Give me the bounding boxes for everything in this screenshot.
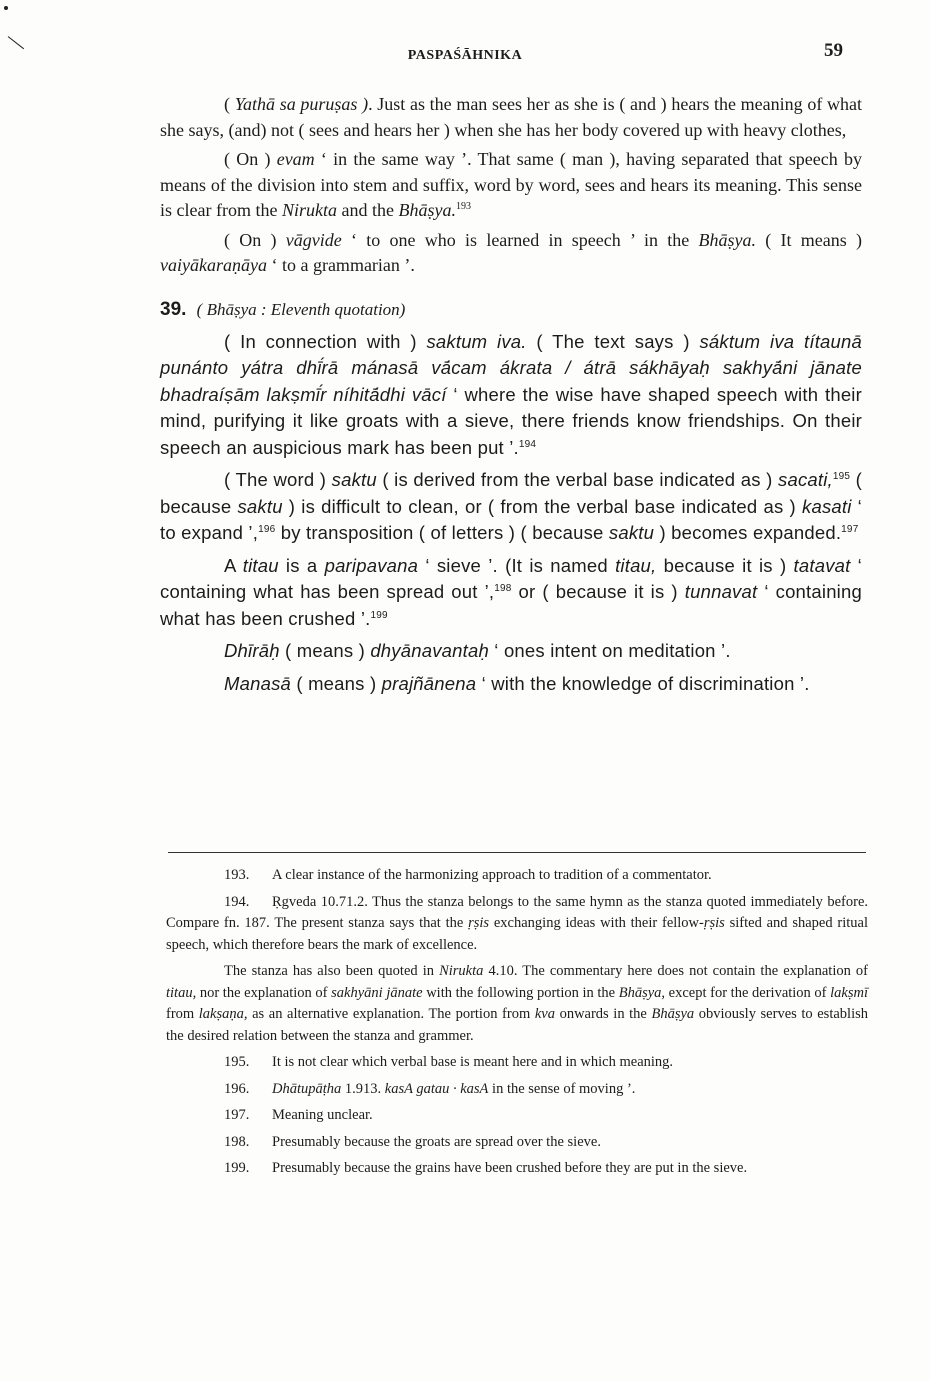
text-run: A clear instance of the harmonizing approach to tradition of a commentator.: [272, 867, 712, 883]
italic-term: sakhyāni jānate: [331, 984, 423, 1001]
footnote-continuation: [166, 961, 868, 1047]
footnote-number: 194.: [224, 893, 250, 910]
italic-term: titau,: [166, 984, 197, 1001]
italic-term: Bhāṣya,: [618, 984, 666, 1001]
paragraph: [160, 638, 862, 665]
italic-term: saktum iva.: [426, 330, 527, 352]
text-run: ( The word ): [224, 469, 332, 490]
text-run: ‘ where the wise have shaped speech with their mind, purifying it like groats with a sieve, there friends know friendships. On their speech an auspicious mark has been put ’.: [160, 383, 862, 458]
italic-term: saktu: [331, 469, 377, 490]
italic-term: prajñānena: [381, 672, 477, 694]
italic-term: titau,: [615, 554, 657, 576]
text-run: ( is derived from the verbal base indicated as ): [376, 469, 778, 490]
paragraph: [160, 671, 862, 698]
text-run: except for the derivation of: [665, 984, 831, 1001]
footnote-number: 196.: [224, 1080, 250, 1097]
text-run: Ṛgveda 10.71.2. Thus the stanza belongs to the same hymn as the stanza quoted immediately before. Compare fn. 187. The present stanza says that the: [166, 893, 868, 931]
scan-speck: [4, 6, 8, 10]
text-run: sifted and shaped ritual speech, which therefore bears the mark of excellence.: [166, 915, 868, 953]
footnote-ref: 196: [258, 523, 276, 535]
italic-term: sacati,: [778, 469, 833, 490]
section-heading: [160, 299, 862, 321]
footnote-text: [166, 894, 868, 953]
main-text: [160, 92, 862, 697]
text-run: ( means ): [279, 640, 371, 661]
italic-term: lakṣmī: [830, 984, 869, 1001]
paragraph: [160, 329, 862, 462]
italic-term: Dhīrāḥ: [224, 640, 280, 661]
text-run: ‘ sieve ’. (It is named: [418, 554, 616, 576]
italic-term: vāgvide: [285, 229, 342, 250]
footnotes: [166, 865, 868, 1185]
footnote: [166, 1105, 868, 1127]
italic-term: evam: [276, 149, 315, 169]
footnote-text: [272, 1160, 747, 1176]
italic-term: Bhāṣya.: [398, 200, 456, 220]
text-run: with the following portion in the: [422, 984, 619, 1001]
text-run: Presumably because the groats are spread over the sieve.: [272, 1133, 601, 1150]
text-run: ) becomes expanded.: [654, 522, 842, 543]
footnote-text: [272, 867, 712, 883]
text-run: ( On ): [224, 149, 277, 169]
text-run: by transposition ( of letters ) ( because: [275, 522, 609, 543]
footnote-divider: [168, 852, 866, 853]
footnote-number: 198.: [224, 1133, 250, 1150]
italic-term: Nirukta: [439, 963, 484, 979]
footnote-ref: 195: [832, 470, 851, 482]
text-run: because it is ): [656, 554, 794, 576]
italic-term: Bhāṣya.: [698, 229, 756, 250]
text-run: ‘ in the same way ’. That same ( man ), having separated that speech by means of the division into stem and suffix, word by word, sees and hears its meaning. This sense is clear from the: [160, 149, 862, 220]
text-run: exchanging ideas with their fellow-: [489, 915, 704, 931]
footnote: [166, 865, 868, 887]
footnote-ref: 198: [494, 582, 512, 594]
page-number: 59: [824, 40, 843, 61]
italic-term: titau: [242, 554, 279, 576]
italic-term: Bhāṣya: [651, 1006, 695, 1022]
footnote-text: [272, 1054, 673, 1070]
paragraph: [160, 92, 862, 143]
paragraph: [160, 147, 862, 224]
footnote-number: 195.: [224, 1054, 250, 1070]
text-run: Presumably because the grains have been crushed before they are put in the sieve.: [272, 1160, 748, 1176]
italic-term: kasati: [802, 495, 852, 517]
text-run: from: [166, 1006, 199, 1022]
text-run: ( It means ): [755, 229, 863, 250]
text-run: The stanza has also been quoted in: [224, 963, 440, 979]
footnote: [166, 1052, 868, 1074]
footnote-text: [272, 1107, 373, 1123]
text-run: A: [224, 554, 243, 576]
italic-term: ṛṣis: [703, 915, 725, 931]
text-run: in the sense of moving ’.: [488, 1080, 636, 1097]
text-run: ‘ to expand ’,: [160, 495, 862, 543]
text-run: 4.10. The commentary here does not contain the explanation of: [483, 963, 868, 979]
footnote: [166, 892, 868, 957]
text-run: ‘ containing what has been crushed ’.: [160, 581, 862, 629]
italic-term: saktu: [237, 495, 283, 517]
footnote-number: 199.: [224, 1160, 250, 1176]
text-run: onwards in the: [554, 1006, 652, 1022]
text-run: is a: [278, 554, 325, 576]
text-run: (: [224, 94, 235, 114]
footnote-text: [272, 1134, 601, 1150]
paragraph: [160, 553, 862, 633]
text-run: ) is difficult to clean, or ( from the verbal base indicated as ): [282, 495, 803, 517]
footnote-ref: 194: [518, 438, 537, 450]
paragraph: [160, 467, 862, 547]
text-run: ( On ): [224, 229, 286, 250]
text-run: ‘ ones intent on meditation ’.: [488, 640, 731, 661]
text-run: as an alternative explanation. The portion from: [247, 1006, 535, 1022]
italic-term: Dhātupāṭha: [272, 1080, 342, 1097]
footnote-ref: 197: [841, 523, 859, 535]
text-run: and the: [336, 200, 399, 220]
text-run: ‘ to a grammarian ’.: [266, 255, 415, 275]
italic-term: dhyānavantaḥ: [370, 640, 489, 661]
text-run: or ( because it is ): [511, 581, 685, 602]
text-run: ( because: [160, 469, 863, 517]
text-run: ‘ to one who is learned in speech ’ in the: [341, 229, 699, 250]
footnote-ref: 193: [455, 201, 471, 212]
footnote-number: 197.: [224, 1107, 250, 1123]
italic-term: paripavana: [324, 554, 419, 576]
italic-term: tunnavat: [684, 581, 758, 602]
text-run: 1.913.: [341, 1080, 385, 1097]
italic-term: saktu: [608, 522, 655, 543]
text-run: It is not clear which verbal base is meant here and in which meaning.: [272, 1054, 674, 1070]
paragraph: [160, 228, 862, 279]
italic-term: Manasā: [224, 672, 292, 694]
footnote: [166, 1079, 868, 1101]
italic-term: sáktum iva títaunā punánto yátra dhī́rā mánasā vā́cam ákrata / átrā sákhāyaḥ sakhyā́ni jānate bhadraíṣām lakṣmī́r níhitā́dhi vācí: [160, 330, 862, 405]
text-run: ‘ with the knowledge of discrimination ’.: [476, 672, 810, 694]
footnote-number: 193.: [224, 867, 250, 883]
footnote: [166, 1132, 868, 1154]
running-header: PASPAŚĀHNIKA: [407, 48, 523, 63]
text-run: ‘ containing what has been spread out ’,: [160, 554, 862, 602]
section-title: ( Bhāṣya : Eleventh quotation): [196, 299, 406, 319]
italic-term: tatavat: [793, 554, 851, 576]
footnote-ref: 199: [370, 609, 388, 621]
footnote: [166, 1158, 868, 1180]
italic-term: kasA gatau · kasA: [384, 1080, 489, 1097]
text-run: nor the explanation of: [196, 984, 332, 1001]
text-run: ( The text says ): [526, 330, 700, 352]
footnote-text: [166, 963, 868, 1044]
text-run: Meaning unclear.: [272, 1107, 373, 1123]
italic-term: vaiyākaraṇāya: [160, 255, 267, 275]
italic-term: Yathā sa puruṣas ): [234, 94, 369, 114]
text-run: ( means ): [291, 672, 382, 694]
italic-term: Nirukta: [281, 200, 337, 220]
text-run: . Just as the man sees her as she is ( and ) hears the meaning of what she says, (and) not ( sees and hears her ) when she has her body covered up with heavy clothes,: [160, 94, 863, 140]
footnote-text: [272, 1081, 635, 1097]
italic-term: lakṣaṇa,: [198, 1006, 248, 1022]
italic-term: kva: [534, 1006, 555, 1022]
text-run: ( In connection with ): [224, 330, 427, 352]
text-run: obviously serves to establish the desired relation between the stanza and grammer.: [166, 1006, 868, 1044]
italic-term: ṛṣis: [468, 915, 490, 931]
section-number: 39.: [160, 298, 187, 320]
